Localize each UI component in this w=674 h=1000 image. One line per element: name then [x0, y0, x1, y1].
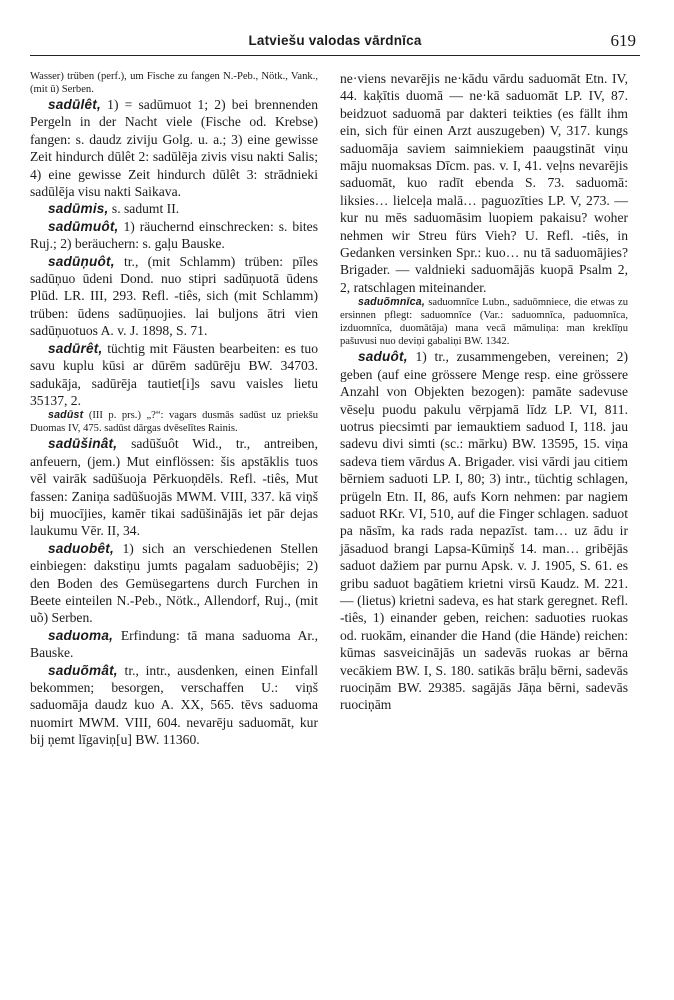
- dictionary-entry: [30, 627, 318, 662]
- entry-text: saduomnīce Lubn., saduōmniece, die etwas zu ersinnen pflegt: saduomnīce (Var.: saduomnīca, paduomnīca, izduomnīca, duomātāja) mana vecā māmuliņa: man kreklīņu pašuvusi nuo deviņi gabaliņi BW. 1342.: [340, 297, 628, 348]
- entry-headword: saduõmât,: [48, 662, 118, 678]
- dictionary-entry: [30, 435, 318, 539]
- entry-text: 1) = sadūmuot 1; 2) bei brennenden Pergeln in der Nacht viele (Fische od. Krebse) fangen: s. daudz ziviju Golg. u. a.; 3) eine gewisse Zeit hindurch dūlêt 2: sadūlēja zivis visu nakti Salis; 4) eine gewisse Zeit hindurch dūlêt 3: strādnieki sadūlēja visu nakti Saikava.: [30, 97, 318, 200]
- entry-headword: saduôt,: [358, 349, 408, 365]
- entry-text: sadūšuôt Wid., tr., antreiben, anfeuern, (jem.) Mut einflössen: šis apstāklis tuos vēl vairāk sadūšuoja Pērkuoņdēls. Refl. -tiês, Mut fassen: Zaniņa sadūšuojās MWM. VIII, 337. kā viņš bij muocījies, kamēr tikai sadūšinājās iet pār dejas laukumu Vēr. II, 34.: [30, 436, 318, 539]
- entry-text: 1) sich an verschiedenen Stellen einbiegen: dakstiņu jumts pagalam saduobējis; 2) den Boden des Gemüsegartens durch Furchen in Beete einteilen N.-Peb., Nötk., Allendorf, Ruj., (mit uõ) Serben.: [30, 540, 318, 626]
- entry-text: (III p. prs.) „?“: vagars dusmās sadūst uz priekšu Duomas IV, 475. sadūst dārgas dvēselītes Rainis.: [30, 410, 318, 435]
- dictionary-entry: [30, 96, 318, 200]
- entry-headword: sadūrêt,: [48, 340, 103, 356]
- entry-headword: saduobêt,: [48, 540, 114, 556]
- continued-entry: [340, 70, 628, 296]
- entry-headword: saduoma,: [48, 627, 114, 643]
- running-head: Latviešu valodas vārdnīca: [248, 33, 422, 48]
- right-column: [340, 70, 628, 714]
- dictionary-entry: [30, 218, 318, 253]
- entry-text: ne·viens nevarējis ne·kādu vārdu saduomāt Etn. IV, 44. kaķītis duomā — ne·kā saduomāt LP. IV, 87. beidzuot saduomā par dakteri teikties (es fällt ihm ein, sich für einen Arzt auszugeben) V, 317. kungs saduomāja saviem saimniekiem paaugstināt viņu māju nuomaksas Dīcm. pas. v. I, 41. veļns nevarējis saduomāt, kuo radīt ebenda S. 73. saduomā: liksies… lielceļa malā… paguozīties LP. V, 273. — kur nu mēs saduomāsim luopiem pakaisu? woher nehmen wir Streu fürs Vieh? U. Refl. -tiês, in Gedanken versinken Spr.: kuo… nu tā saduomājies? Brigader. — valdnieki saduomājās kuopā Psalm 2, 2, ratschlagen miteinander.: [340, 71, 628, 295]
- left-column: [30, 70, 318, 749]
- entry-headword: sadūņuôt,: [48, 253, 115, 269]
- continued-entry: [30, 70, 318, 96]
- dictionary-entry: [30, 340, 318, 410]
- dictionary-entry: [30, 662, 318, 749]
- page-header: [30, 33, 640, 55]
- entry-headword: sadūmis,: [48, 201, 109, 217]
- entry-text: 1) tr., zusammengeben, vereinen; 2) geben (auf eine grössere Menge resp. eine grössere Anzahl von Objekten bezogen): pamāte sadevuse vēseļu puodu pakulu vērpjamā līdz LP. VI, 811. uotrus piecsimti par iemauktiem saduod I, 118. jau sadevu divi simti (sc.: mārku) BW. 13595, 15. viņa sadeva tiem vārdus A. Brigader. visi vārdi jau citiem bērniem saduoti LP. I, 80; 3) intr., tüchtig schlagen, prügeln Etn. II, 86, aufs Korn nehmen: par nagiem saduot RKr. VI, 510, auf die Finger schlagen. saduot pa nāsīm, ka rads rada nepazīst. tam… uz ādu ir jāsaduod brangi Lapsa-Kūmiņš 14. man… gribējās saduot dažiem par purnu Apsk. v. J. 1905, S. 61. es gribu saduot bagātiem krietni virsū Kaudz. M. 221. — (lietus) krietni sadeva, es hat stark geregnet. Refl. -tiês, 1) einander geben, reichen: saduoties ruokas od. ruokām, einander die Hand (die Hände) reichen: kūmas sasveicinājās un sadevās ruokas ar bērna vecākiem BW. I, S. 180. satikās brāļu bērni, sadevās ruociņām BW. 29385. sagājās Jāņa bērni, sadevās ruociņām: [340, 349, 628, 713]
- entry-headword: saduõmnīca,: [358, 296, 425, 309]
- entry-text: tr., (mit Schlamm) trüben: pīles sadūņuo ūdeni Dond. nuo stipri sadūņuotā ūdens Plūd. LR. III, 293. Refl. -tiês, sich (mit Schlamm) trüben: ūdens sadūņuojies. lai buljons ātri vien sadūņuotuos A. v. J. 1898, S. 71.: [30, 253, 318, 339]
- dictionary-entry: [340, 296, 628, 348]
- entry-text: tüchtig mit Fäusten bearbeiten: es tuo savu kuplu kūsi ar dūrēm sadūrēju BW. 34703. sadukāja, sadūrēja tautiet[i]s savu vaisles lietu 35137, 2.: [30, 340, 318, 408]
- dictionary-entry: [30, 253, 318, 340]
- entry-text: s. sadumt II.: [108, 201, 180, 217]
- entry-text: 1) räuchernd einschrecken: s. bites Ruj.; 2) beräuchern: s. gaļu Bauske.: [30, 218, 318, 252]
- entry-headword: sadūmuôt,: [48, 218, 119, 234]
- entry-text: Erfindung: tā mana saduoma Ar., Bauske.: [30, 627, 318, 661]
- entry-text: Wasser) trüben (perf.), um Fische zu fangen N.-Peb., Nötk., Vank., (mit ū) Serben.: [30, 71, 318, 95]
- dictionary-entry: [30, 409, 318, 435]
- entry-headword: sadūst: [48, 409, 84, 422]
- dictionary-entry: [30, 540, 318, 627]
- header-rule: [30, 55, 640, 56]
- dictionary-entry: [30, 200, 318, 217]
- entry-headword: sadūšinât,: [48, 436, 118, 452]
- page-number: 619: [610, 31, 636, 50]
- entry-text: tr., intr., ausdenken, einen Einfall bekommen; besorgen, verschaffen U.: viņš saduomāja daudz kuo A. XX, 565. tēvs saduoma nuomirt MWM. VIII, 604. nevarēju saduomāt, kur bij ņemt līgaviņ[u] BW. 11360.: [30, 662, 318, 748]
- entry-headword: sadūlêt,: [48, 97, 101, 112]
- dictionary-entry: [340, 348, 628, 714]
